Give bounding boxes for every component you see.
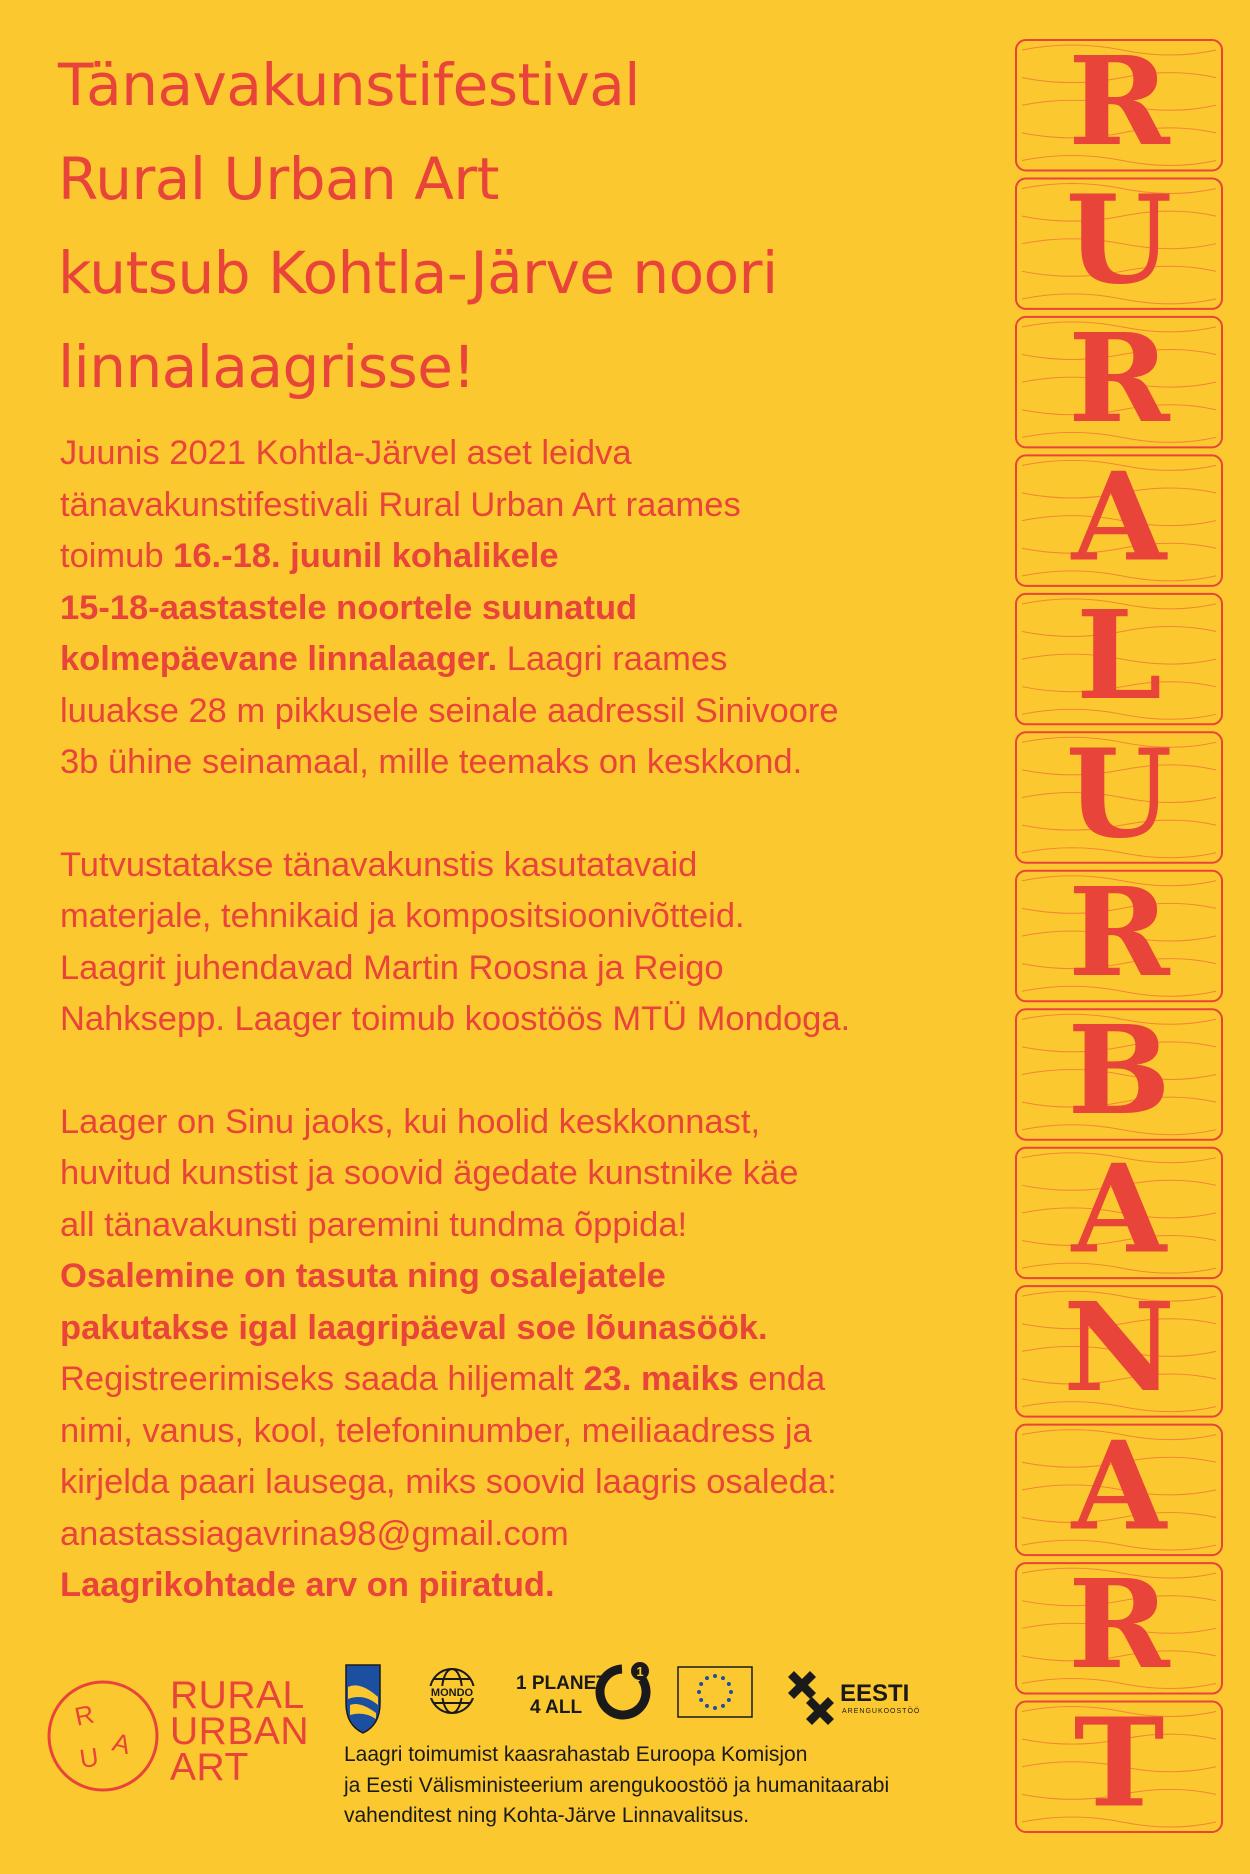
body-line: materjale, tehnikaid ja kompositsioonivõtteid. [60,897,745,935]
art-letter [1016,998,1222,1142]
body-text-plain: enda [738,1360,826,1398]
art-letter-glyph: R [1068,1552,1170,1697]
body-line: nimi, vanus, kool, telefoninumber, meiliaadress ja [60,1411,812,1450]
headline-line-2: Rural Urban Art [58,145,500,213]
art-letter-glyph: T [1073,1690,1165,1835]
body-line: kirjelda paari lausega, miks soovid laagris osaleda: [60,1463,837,1501]
art-letter [1016,306,1222,450]
vertical-illustrated-lettering [1008,36,1230,1836]
funding-notice [344,1740,1004,1832]
body-text-plain: Registreerimiseks saada hiljemalt [60,1360,584,1398]
eesti-arengukoostoo-icon [788,1671,834,1725]
eu-star-icon [705,1676,709,1680]
logo-circle [49,1682,157,1790]
eu-star-icon [721,1704,725,1708]
eu-star-icon [699,1698,703,1702]
body-text-plain: toimub [60,537,174,575]
logo-wordmark [170,1674,310,1789]
planet-line-2: 4 ALL [530,1697,583,1718]
body-text-bold: kolmepäevane linnalaager. [60,640,498,678]
art-letter-glyph: N [1063,1275,1175,1420]
eu-star-icon [699,1682,703,1686]
paragraph-gap [60,1046,1020,1097]
body-line: Nahksepp. Laager toimub koostöös MTÜ Mondoga. [60,1000,851,1038]
headline-line-4: linnalaagrisse! [58,333,476,401]
art-letter [1016,721,1222,865]
eu-star-icon [705,1704,709,1708]
headline [58,38,958,414]
planet-circle-number: 1 [636,1664,644,1679]
body-line [60,1560,1020,1612]
logo-word-rural: RURAL [170,1674,305,1717]
funding-line: vahenditest ning Kohta-Järve Linnavalitsus. [344,1804,750,1827]
art-letter-glyph: B [1067,998,1171,1143]
art-letter [1016,583,1222,727]
body-line [60,1354,1020,1406]
art-letter-glyph: U [1065,167,1173,312]
body-text-bold: 23. maiks [583,1360,739,1398]
art-letter-group [1016,36,1222,1835]
body-text-bold: 16.-18. juunil kohalikele [173,537,559,575]
art-letter [1016,1414,1222,1558]
art-letter-glyph: R [1068,305,1170,450]
contact-email[interactable]: anastassiagavrina98@gmail.com [60,1514,569,1553]
art-letter-glyph: A [1071,444,1167,589]
logo-letter-a: A [109,1726,134,1761]
paragraph-gap [60,789,1020,840]
eu-flag-icon [678,1667,752,1717]
body-line: Laagrit juhendavad Martin Roosna ja Reigo [60,948,724,987]
eesti-sublabel: ARENGUKOOSTÖÖ [842,1708,921,1715]
logo-letter-u: U [77,1741,101,1774]
body-line [60,634,1020,686]
art-letter-glyph: A [1071,1136,1167,1281]
body-text-bold: Laagrikohtade arv on piiratud. [60,1566,555,1604]
art-letter [1016,36,1222,173]
funding-line: Laagri toimumist kaasrahastab Euroopa Komisjon [344,1743,808,1766]
body-line: Laager on Sinu jaoks, kui hoolid keskkonnast, [60,1102,761,1141]
body-text [60,428,1020,1612]
body-text-bold: Osalemine on tasuta ning osalejatele [60,1257,666,1295]
kohtla-jarve-crest-icon [346,1665,380,1733]
art-letter [1016,1691,1222,1835]
logo-word-urban: URBAN [170,1710,310,1753]
body-line: Tutvustatakse tänavakunstis kasutatavaid [60,845,698,884]
art-letter [1016,1552,1222,1696]
art-letter-glyph: A [1071,1413,1167,1558]
art-letter [1016,1137,1222,1281]
eu-star-icon [697,1690,701,1694]
body-line: huvitud kunstist ja soovid ägedate kunstnike käe [60,1154,799,1192]
art-letter-glyph: R [1068,859,1170,1004]
eesti-label: EESTI [840,1680,910,1707]
eu-star-icon [727,1682,731,1686]
body-line [60,583,1020,635]
logo-word-art: ART [170,1746,249,1789]
body-line [60,531,1020,583]
body-text-plain: Laagri raames [497,640,728,678]
funding-line: ja Eesti Välisministeerium arengukoostöö ja humanitaarabi [344,1773,890,1797]
body-line: luuakse 28 m pikkusele seinale aadressil Sinivoore [60,691,839,730]
eu-star-icon [713,1706,717,1710]
body-line [60,1251,1020,1303]
art-letter-glyph: L [1076,582,1162,727]
eu-star-icon [721,1676,725,1680]
art-letter-glyph: R [1068,36,1170,173]
body-line: 3b ühine seinamaal, mille teemaks on keskkond. [60,743,803,781]
eu-star-icon [727,1698,731,1702]
logo-letter-r: R [72,1698,97,1732]
art-letter-glyph: U [1065,721,1173,866]
art-letter [1016,444,1222,588]
body-text-bold: pakutakse igal laagripäeval soe lõunasöök. [60,1308,768,1347]
body-line: Juunis 2021 Kohtla-Järvel aset leidva [60,434,632,472]
headline-line-1: Tänavakunstifestival [58,51,640,119]
eu-star-icon [713,1674,717,1678]
eu-star-icon [729,1690,733,1694]
art-letter [1016,860,1222,1004]
body-line [60,1303,1020,1355]
art-letter [1016,167,1222,311]
body-text-bold: 15-18-aastastele noortele suunatud [60,588,638,627]
body-line: all tänavakunsti paremini tundma õppida! [60,1205,688,1244]
sponsor-logos [340,1657,1010,1737]
planet-line-1: 1 PLANET [516,1673,608,1694]
mondo-label: MONDO [430,1687,474,1699]
body-line: tänavakunstifestivali Rural Urban Art raames [60,485,741,524]
art-letter [1016,1275,1222,1419]
headline-line-3: kutsub Kohtla-Järve noori [58,239,778,307]
